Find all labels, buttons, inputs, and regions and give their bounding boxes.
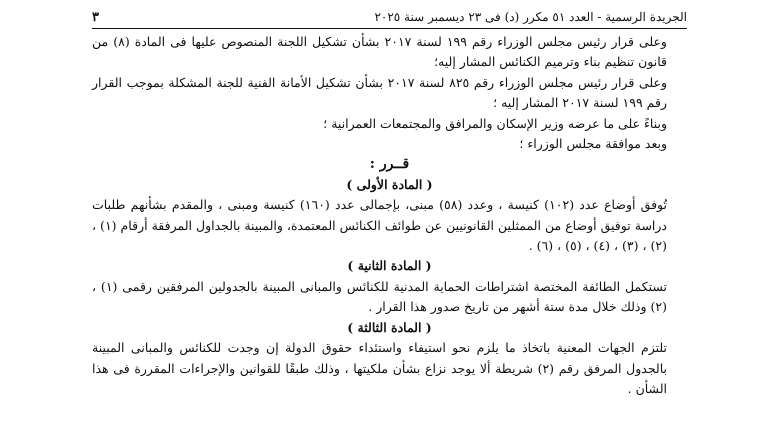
article-1-title: ( المادة الأولى ): [346, 176, 433, 192]
journal-title: الجريدة الرسمية - العدد ٥١ مكرر (د) فى ٢٣ ديسمبر سنة ٢٠٢٥: [374, 10, 687, 24]
article-3-text: تلتزم الجهات المعنية باتخاذ ما يلزم نحو استيفاء واستئداء حقوق الدولة إن وجدت للكنائس والمبانى المبينة بالجدول المرفق رقم (٢) شريطة ألا يوجد نزاع بشأن ملكيتها ، وذلك طبقًا للقوانين والإجراءات المقررة فى هذا الشأن .: [92, 340, 667, 396]
document-body: [92, 32, 687, 399]
preamble-paragraph: وبناءً على ما عرضه وزير الإسكان والمرافق والمجتمعات العمرانية ؛: [323, 115, 667, 131]
preamble-paragraph: وبعد موافقة مجلس الوزراء ؛: [519, 136, 667, 152]
article-3-title: ( المادة الثالثة ): [347, 319, 432, 335]
article-2-text: تستكمل الطائفة المختصة اشتراطات الحماية المدنية للكنائس والمبانى المبينة بالجدولين المرفقين رقمى (١) ، (٢) وذلك خلال مدة ستة أشهر من تاريخ صدور هذا القرار .: [92, 278, 667, 315]
preamble-paragraph: وعلى قرار رئيس مجلس الوزراء رقم ٨٢٥ لسنة ٢٠١٧ بشأن تشكيل الأمانة الفنية للجنة المشكلة بموجب القرار رقم ١٩٩ لسنة ٢٠١٧ المشار إليه ؛: [92, 74, 667, 111]
page-header: [92, 6, 687, 29]
preamble-paragraph: وعلى قرار رئيس مجلس الوزراء رقم ١٩٩ لسنة ٢٠١٧ بشأن تشكيل اللجنة المنصوص عليها فى المادة (٨) من قانون تنظيم بناء وترميم الكنائس المشار إليه؛: [92, 34, 667, 70]
article-2-title: ( المادة الثانية ): [347, 258, 432, 274]
page-number: ٣: [92, 9, 99, 25]
article-1-text: تُوفق أوضاع عدد (١٠٢) كنيسة ، وعدد (٥٨) مبنى، بإجمالى عدد (١٦٠) كنيسة ومبنى ، والمقدم بشأنهم طلبات دراسة توفيق أوضاع من الممثلين القانونيين عن طوائف الكنائس المعتمدة، والمبينة بالجداول المرفقة أرقام (١) ، (٢) ، (٣) ، (٤) ، (٥) ، (٦) .: [92, 197, 667, 254]
decision-heading: قــرر :: [369, 156, 410, 173]
